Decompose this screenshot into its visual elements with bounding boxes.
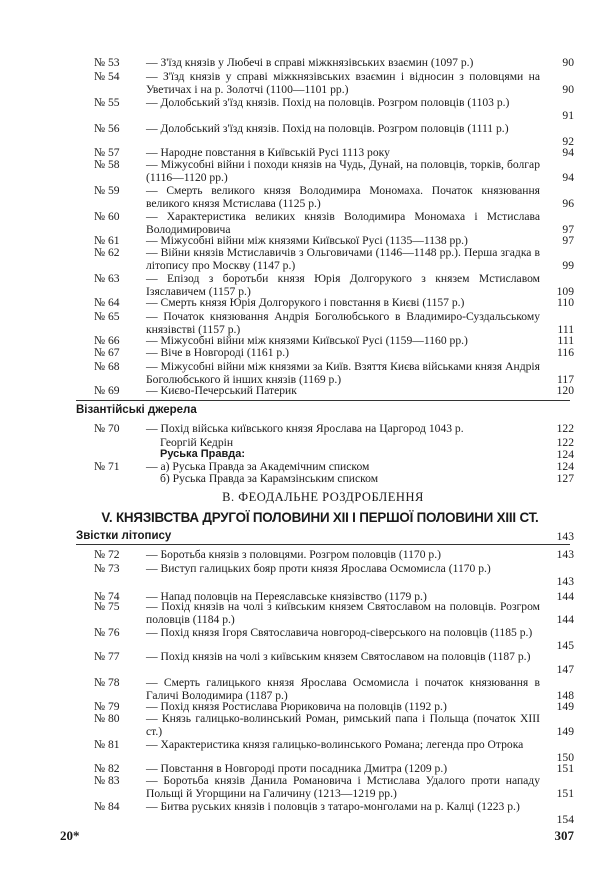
entry-number: № 54 <box>94 70 120 83</box>
entry-page-number: 149 <box>556 725 574 739</box>
entry-page-number: 151 <box>556 762 574 775</box>
entry-title: — Характеристика князя галицько-волинського Романа; легенда про Отрока <box>146 738 524 751</box>
toc-entry[interactable] <box>0 626 600 652</box>
entry-number: № 78 <box>94 676 120 689</box>
entry-page-number: 111 <box>557 323 574 337</box>
entry-title: — Виступ галицьких бояр проти князя Ярослава Осмомисла (1170 р.) <box>146 562 491 575</box>
entry-number: № 55 <box>94 96 120 109</box>
entry-title: — Міжусобні війни між князями Київської Русі (1135—1138 рр.) <box>146 234 468 247</box>
entry-title: — Долобський з'їзд князів. Похід на половців. Розгром половців (1111 р.) <box>146 122 509 135</box>
entry-page-number: 145 <box>556 639 574 653</box>
entry-title: — Повстання в Новгороді проти посадника Дмитра (1209 р.) <box>146 762 448 775</box>
entry-number: № 84 <box>94 800 120 813</box>
entry-page-number: 150 <box>556 751 574 765</box>
section-heading: В. ФЕОДАЛЬНЕ РОЗДРОБЛЕННЯ <box>222 490 424 504</box>
entry-page-number: 124 <box>556 460 574 473</box>
entry-number: № 64 <box>94 296 120 309</box>
toc-entry[interactable] <box>0 310 600 336</box>
entry-number: № 83 <box>94 774 120 787</box>
entry-number: № 69 <box>94 384 120 397</box>
entry-page-number: 143 <box>556 548 574 561</box>
toc-entry[interactable] <box>0 600 600 626</box>
entry-page-number: 97 <box>562 234 574 247</box>
entry-number: № 58 <box>94 158 120 171</box>
entry-page-number: 149 <box>556 700 574 713</box>
entry-title: Георгій Кедрін <box>160 436 234 449</box>
entry-title: — Міжусобні війни між князями Київської Русі (1159—1160 рр.) <box>146 334 468 347</box>
entry-title: — Народне повстання в Київській Русі 1113 року <box>146 146 390 159</box>
entry-page-number: 147 <box>556 663 574 677</box>
entry-title: б) Руська Правда за Карамзінським списком <box>160 472 379 485</box>
toc-entry[interactable] <box>0 712 600 738</box>
entry-number: № 70 <box>94 422 120 435</box>
entry-number: № 56 <box>94 122 120 135</box>
toc-entry[interactable] <box>0 346 600 359</box>
entry-title: — Києво-Печерський Патерик <box>146 384 297 397</box>
entry-title: — Похід князя Ігоря Святославича новгород-сіверського на половців (1185 р.) <box>146 626 533 639</box>
divider <box>76 400 570 401</box>
toc-entry[interactable] <box>0 774 600 800</box>
signature-mark: 20* <box>60 828 80 843</box>
toc-entry[interactable] <box>0 96 600 122</box>
toc-entry[interactable] <box>0 800 600 826</box>
entry-title: — Смерть галицького князя Ярослава Осмомисла і початок князювання в Галичі Володимира (1187 р.) <box>146 676 540 703</box>
entry-title: — Характеристика великих князів Володимира Мономаха і Мстислава Володимировича <box>146 210 540 237</box>
entry-title: — Віче в Новгороді (1161 р.) <box>146 346 289 359</box>
entry-title: — Битва руських князів і половців з татаро-монголами на р. Калці (1223 р.) <box>146 800 520 813</box>
entry-title: — Долобський з'їзд князів. Похід на половців. Розгром половців (1103 р.) <box>146 96 510 109</box>
entry-title: — Похід князів на чолі з київським князем Святославом на половців. Розгром половців (1184 р.) <box>146 600 540 627</box>
entry-page-number: 110 <box>557 296 574 309</box>
toc-entry[interactable] <box>0 56 600 69</box>
entry-title: — Похід князя Ростислава Рюриковича на половців (1192 р.) <box>146 700 447 713</box>
entry-page-number: 99 <box>562 259 574 273</box>
entry-title: — З'їзд князів у Любечі в справі міжкнязівських взаємин (1097 р.) <box>146 56 474 69</box>
toc-entry[interactable] <box>0 122 600 148</box>
entry-number: № 82 <box>94 762 120 775</box>
toc-entry[interactable] <box>0 472 600 485</box>
toc-entry[interactable] <box>0 296 600 309</box>
divider <box>76 544 570 545</box>
entry-page-number: 144 <box>556 613 574 627</box>
entry-page-number: 94 <box>562 146 574 159</box>
entry-title: — Міжусобні війни між князями за Київ. Взяття Києва військами князя Андрія Боголюбського й інших князів (1169 р.) <box>146 360 540 387</box>
entry-title: Руська Правда: <box>160 448 246 460</box>
entry-number: № 77 <box>94 650 120 663</box>
entry-number: № 73 <box>94 562 120 575</box>
entry-number: № 80 <box>94 712 120 725</box>
toc-entry[interactable] <box>0 158 600 184</box>
entry-number: № 68 <box>94 360 120 373</box>
toc-entry[interactable] <box>0 70 600 96</box>
entry-page-number: 92 <box>562 135 574 149</box>
entry-page-number: 143 <box>556 575 574 589</box>
entry-number: № 79 <box>94 700 120 713</box>
entry-title: — Боротьба князів з половцями. Розгром половців (1170 р.) <box>146 548 441 561</box>
entry-page-number: 144 <box>556 590 574 603</box>
entry-title: — Смерть великого князя Володимира Мономаха. Початок князювання великого князя Мстислава (1125 р.) <box>146 184 540 211</box>
entry-title: — Похід війська київського князя Ярослава на Царгород 1043 р. <box>146 422 464 435</box>
entry-title: — Епізод з боротьби князя Юрія Долгорукого з князем Мстиславом Ізяславичем (1157 р.) <box>146 272 540 299</box>
entry-page-number: 97 <box>562 223 574 237</box>
entry-page-number: 151 <box>556 787 574 801</box>
entry-page-number: 111 <box>557 334 574 347</box>
entry-number: № 63 <box>94 272 120 285</box>
entry-number: № 71 <box>94 460 120 473</box>
entry-number: № 61 <box>94 234 120 247</box>
toc-entry[interactable] <box>0 676 600 702</box>
entry-page-number: 122 <box>556 422 574 435</box>
entry-number: № 72 <box>94 548 120 561</box>
entry-title: — Напад половців на Переяславське князівство (1179 р.) <box>146 590 427 603</box>
entry-page-number: 154 <box>556 813 574 827</box>
toc-entry[interactable] <box>0 184 600 210</box>
entry-page-number: 109 <box>556 285 574 299</box>
entry-number: № 60 <box>94 210 120 223</box>
toc-entry[interactable] <box>0 246 600 272</box>
entry-page-number: 124 <box>556 448 574 461</box>
entry-number: № 75 <box>94 600 120 613</box>
entry-page-number: 116 <box>557 346 574 359</box>
entry-title: — З'їзд князів у справі міжкнязівських взаємин і відносин з половцями на Уветичах і на р. Золотчі (1100—1101 рр.) <box>146 70 540 97</box>
entry-number: № 67 <box>94 346 120 359</box>
toc-entry[interactable] <box>0 210 600 236</box>
entry-page-number: 90 <box>562 56 574 69</box>
chronicle-page: 143 <box>556 530 574 543</box>
entry-title: — Князь галицько-волинський Роман, римський папа і Польща (початок XIII ст.) <box>146 712 540 739</box>
toc-entry[interactable] <box>0 272 600 298</box>
entry-title: — Боротьба князів Данила Романовича і Мстислава Удалого проти нападу Польщі й Угорщини на Галичину (1213—1219 рр.) <box>146 774 540 801</box>
entry-page-number: 96 <box>562 197 574 211</box>
entry-number: № 74 <box>94 590 120 603</box>
entry-title: — Війни князів Мстиславичів з Ольговичами (1146—1148 рр.). Перша згадка в літопису про Москву (1147 р.) <box>146 246 540 273</box>
entry-title: — а) Руська Правда за Академічним списком <box>146 460 370 473</box>
entry-number: № 76 <box>94 626 120 639</box>
entry-number: № 62 <box>94 246 120 259</box>
section-title-byzantine: Візантійські джерела <box>76 404 197 416</box>
toc-entry[interactable] <box>0 548 600 561</box>
toc-entry[interactable] <box>0 650 600 676</box>
entry-number: № 66 <box>94 334 120 347</box>
entry-page-number: 91 <box>562 109 574 123</box>
entry-title: — Міжусобні війни і походи князів на Чудь, Дунай, на половців, торків, болгар (1116—1120 рр.) <box>146 158 540 185</box>
entry-title: — Похід князів на чолі з київським князем Святославом на половців (1187 р.) <box>146 650 531 663</box>
entry-title: — Смерть князя Юрія Долгорукого і повстання в Києві (1157 р.) <box>146 296 465 309</box>
toc-entry[interactable] <box>0 562 600 588</box>
entry-number: № 53 <box>94 56 120 69</box>
toc-entry[interactable] <box>0 384 600 397</box>
entry-page-number: 94 <box>562 171 574 185</box>
entry-number: № 59 <box>94 184 120 197</box>
toc-entry[interactable] <box>0 360 600 386</box>
entry-number: № 57 <box>94 146 120 159</box>
chapter-heading: V. КНЯЗІВСТВА ДРУГОЇ ПОЛОВИНИ XII І ПЕРШОЇ ПОЛОВИНИ XIII СТ. <box>101 510 539 525</box>
entry-page-number: 117 <box>557 373 574 387</box>
entry-number: № 65 <box>94 310 120 323</box>
entry-title: — Початок князювання Андрія Боголюбського в Владимиро-Суздальському князівстві (1157 р.) <box>146 310 540 337</box>
entry-page-number: 90 <box>562 83 574 97</box>
entry-number: № 81 <box>94 738 120 751</box>
entry-page-number: 148 <box>556 689 574 703</box>
toc-entry[interactable] <box>0 738 600 764</box>
entry-page-number: 122 <box>556 436 574 449</box>
chronicle-title: Звістки літопису <box>76 530 172 542</box>
entry-page-number: 127 <box>556 472 574 485</box>
toc-entry[interactable] <box>0 422 600 435</box>
page-number: 307 <box>554 828 574 843</box>
entry-page-number: 120 <box>556 384 574 397</box>
